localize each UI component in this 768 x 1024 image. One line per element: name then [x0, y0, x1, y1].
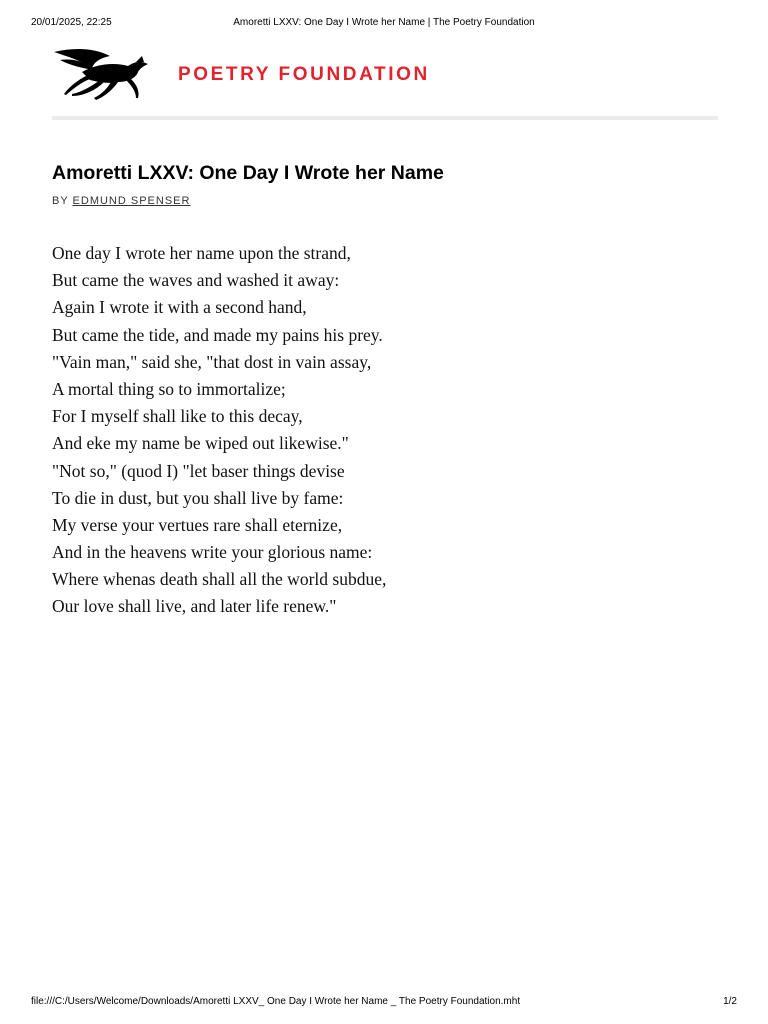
poetry-foundation-logo[interactable] [52, 46, 452, 106]
poem-line: But came the waves and washed it away: [52, 270, 340, 291]
byline [52, 195, 190, 207]
poem-line: And in the heavens write your glorious name: [52, 542, 373, 563]
author-link[interactable]: EDMUND SPENSER [72, 195, 191, 207]
header-divider [52, 116, 718, 120]
poem-line: "Vain man," said she, "that dost in vain assay, [52, 351, 372, 372]
print-page-number: 1/2 [723, 996, 737, 1007]
poem-line: A mortal thing so to immortalize; [52, 378, 286, 399]
poem-line: But came the tide, and made my pains his prey. [52, 324, 383, 345]
logo-wordmark: POETRY FOUNDATION [178, 64, 430, 85]
print-page-title: Amoretti LXXV: One Day I Wrote her Name | The Poetry Foundation [233, 17, 535, 28]
poem-line: One day I wrote her name upon the strand, [52, 243, 351, 263]
poem-line: My verse your vertues rare shall eternize, [52, 514, 343, 535]
poem-line: For I myself shall like to this decay, [52, 406, 303, 427]
poem-title: Amoretti LXXV: One Day I Wrote her Name [52, 162, 444, 184]
poem-line: "Not so," (quod I) "let baser things devise [52, 460, 345, 481]
poem-line: Our love shall live, and later life renew." [52, 596, 337, 617]
print-datetime: 20/01/2025, 22:25 [31, 17, 112, 28]
poem-body [52, 240, 712, 621]
print-header [0, 17, 768, 31]
pegasus-icon [52, 46, 152, 104]
poem-line: Where whenas death shall all the world subdue, [52, 569, 387, 590]
print-file-path: file:///C:/Users/Welcome/Downloads/Amoretti LXXV_ One Day I Wrote her Name _ The Poetry Foundation.mht [31, 996, 521, 1007]
poem-line: To die in dust, but you shall live by fame: [52, 487, 344, 508]
poem-line: And eke my name be wiped out likewise." [52, 433, 349, 454]
by-label: BY [52, 195, 69, 207]
poem-line: Again I wrote it with a second hand, [52, 297, 307, 318]
